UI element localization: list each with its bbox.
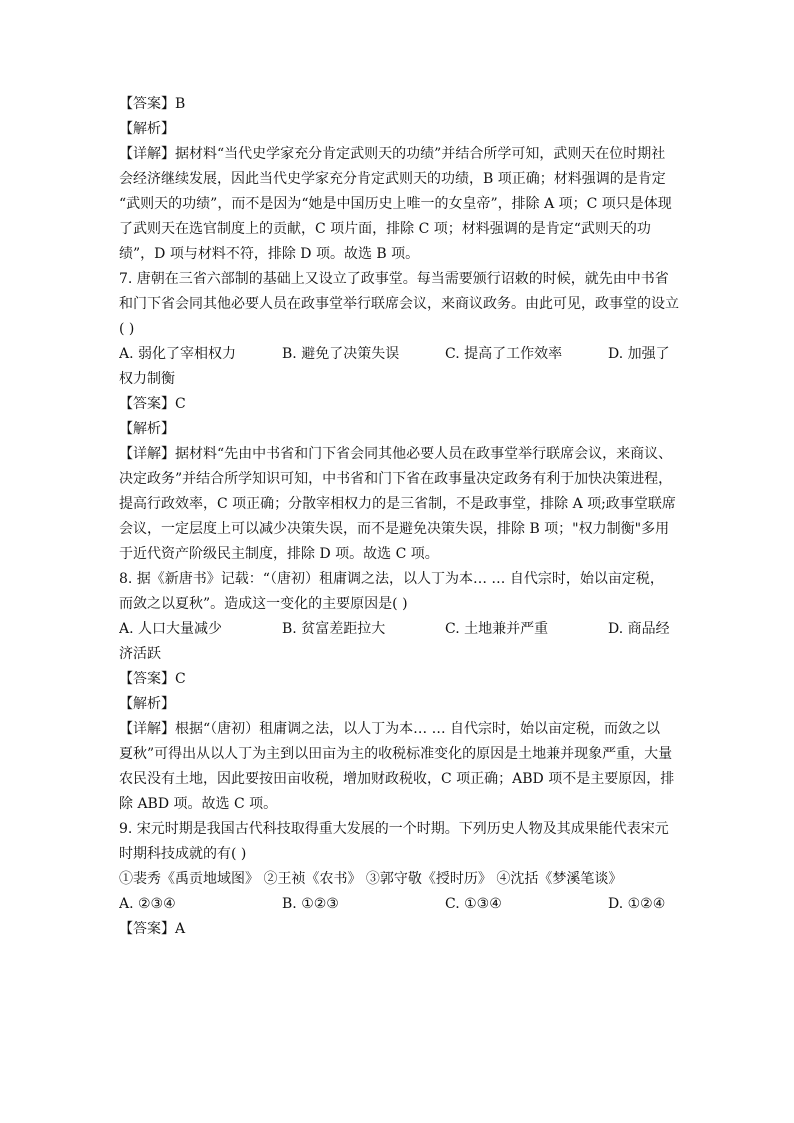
text-line: 【解析】 bbox=[119, 121, 175, 137]
text-line: 提高行政效率，C 项正确；分散宰相权力的是三省制，不是政事堂，排除 A 项;政事堂联席 bbox=[119, 496, 676, 512]
option-a: A. 人口大量减少 bbox=[119, 621, 223, 637]
option-c: C. 提高了工作效率 bbox=[445, 346, 563, 362]
question-line: ( ) bbox=[119, 321, 135, 337]
answer-line: 【答案】A bbox=[119, 921, 186, 937]
text-line: 【详解】据材料“先由中书省和门下省会同其他必要人员在政事堂举行联席会议，来商议、 bbox=[119, 446, 673, 462]
question-line: 8. 据《新唐书》记载：“（唐初）租庸调之法，以人丁为本… … 自代宗时，始以亩定税， bbox=[119, 571, 664, 587]
text-line: 【详解】据材料“当代史学家充分肯定武则天的功绩”并结合所学可知，武则天在位时期社 bbox=[119, 146, 666, 162]
question-line: 7. 唐朝在三省六部制的基础上又设立了政事堂。每当需要颁行诏敕的时候，就先由中书省 bbox=[119, 271, 669, 287]
document-page bbox=[119, 92, 689, 942]
question-line: 而敛之以夏秋”。造成这一变化的主要原因是( ) bbox=[119, 596, 408, 612]
option-b: B. 避免了决策失误 bbox=[282, 346, 400, 362]
text-line: 【详解】根据“（唐初）租庸调之法，以人丁为本… … 自代宗时，始以亩定税，而敛之以 bbox=[119, 721, 661, 737]
text-line: 济活跃 bbox=[119, 646, 161, 662]
option-c: C. ①③④ bbox=[445, 896, 502, 912]
text-line: 权力制衡 bbox=[119, 371, 175, 387]
text-line: 农民没有土地，因此要按田亩收税，增加财政税收，C 项正确；ABD 项不是主要原因，排 bbox=[119, 771, 675, 787]
text-line: 了武则天在选官制度上的贡献，C 项片面，排除 C 项；材料强调的是肯定“武则天的功 bbox=[119, 221, 651, 237]
option-d: D. 商品经 bbox=[608, 621, 670, 637]
text-line: 于近代资产阶级民主制度，排除 D 项。故选 C 项。 bbox=[119, 546, 439, 562]
question-line: 9. 宋元时期是我国古代科技取得重大发展的一个时期。下列历史人物及其成果能代表宋元 bbox=[119, 821, 669, 837]
option-a: A. ②③④ bbox=[119, 896, 176, 912]
question-line: 和门下省会同其他必要人员在政事堂举行联席会议，来商议政务。由此可见，政事堂的设立 bbox=[119, 296, 679, 312]
option-c: C. 土地兼并严重 bbox=[445, 621, 549, 637]
text-line: 除 ABD 项。故选 C 项。 bbox=[119, 796, 278, 812]
option-d: D. ①②④ bbox=[608, 896, 666, 912]
options-row bbox=[119, 342, 689, 367]
text-line: 决定政务”并结合所学知识可知，中书省和门下省在政事量决定政务有利于加快决策进程， bbox=[119, 471, 673, 487]
options-row bbox=[119, 892, 689, 917]
text-line: 会经济继续发展，因此当代史学家充分肯定武则天的功绩，B 项正确；材料强调的是肯定 bbox=[119, 171, 666, 187]
text-line: 绩”，D 项与材料不符，排除 D 项。故选 B 项。 bbox=[119, 246, 420, 262]
options-row bbox=[119, 617, 689, 642]
answer-line: 【答案】C bbox=[119, 396, 186, 412]
option-b: B. ①②③ bbox=[282, 896, 339, 912]
question-line: ①裴秀《禹贡地域图》 ②王祯《农书》 ③郭守敬《授时历》 ④沈括《梦溪笔谈》 bbox=[119, 871, 623, 887]
option-a: A. 弱化了宰相权力 bbox=[119, 346, 237, 362]
text-line: 会议，一定层度上可以减少决策失误，而不是避免决策失误，排除 B 项；"权力制衡"多用 bbox=[119, 521, 670, 537]
analysis-label: 【解析】 bbox=[119, 696, 175, 712]
option-b: B. 贫富差距拉大 bbox=[282, 621, 386, 637]
text-line: 夏秋”可得出从以人丁为主到以田亩为主的收税标准变化的原因是土地兼并现象严重，大量 bbox=[119, 746, 673, 762]
analysis-label: 【解析】 bbox=[119, 421, 175, 437]
question-line: 时期科技成就的有( ) bbox=[119, 846, 247, 862]
option-d: D. 加强了 bbox=[608, 346, 670, 362]
text-line: “武则天的功绩”，而不是因为“她是中国历史上唯一的女皇帝”，排除 A 项；C 项只是体现 bbox=[119, 196, 672, 212]
answer-line: 【答案】C bbox=[119, 671, 186, 687]
text-line: 【答案】B bbox=[119, 96, 186, 112]
